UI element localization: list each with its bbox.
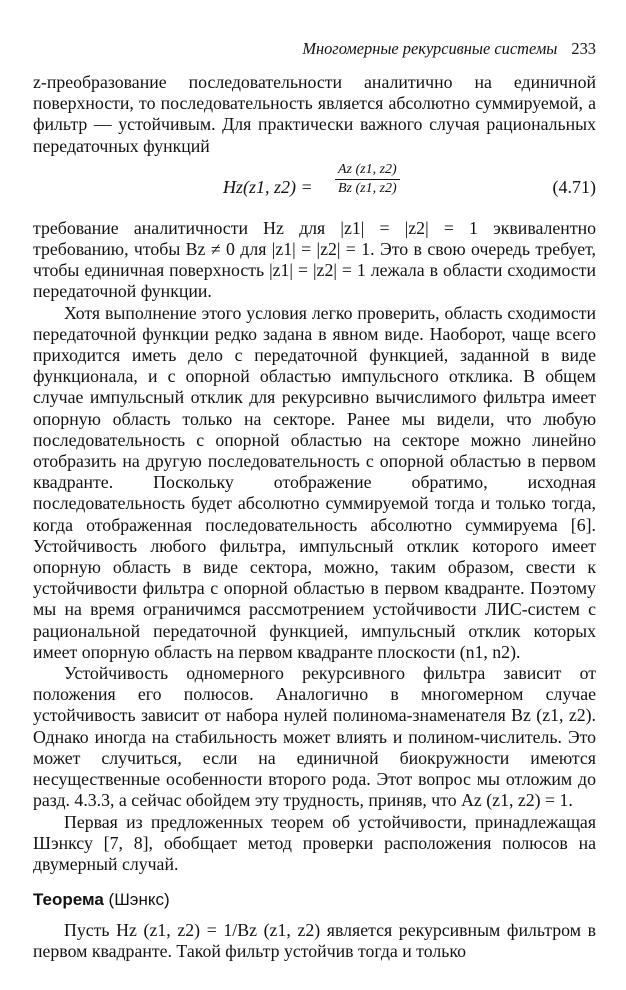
paragraph-shanks-intro: Первая из предложенных теорем об устойчивости, принадлежащая Шэнксу [7, 8], обобщает метод проверки расположения полюсов на двумерный случай. bbox=[33, 811, 596, 874]
formula-lhs: Hz(z1, z2) = bbox=[223, 176, 313, 197]
equation-4-71 bbox=[33, 160, 596, 218]
theorem-label: Теорема bbox=[33, 890, 104, 910]
page-number: 233 bbox=[571, 39, 596, 58]
paragraph-intro: z-преобразование последовательности аналитично на единичной поверхности, то последовательность является абсолютно суммируемой, а фильтр — устойчивым. Для практически важного случая рациональных передаточных функций bbox=[33, 72, 596, 156]
paragraph-poles: Устойчивость одномерного рекурсивного фильтра зависит от положения его полюсов. Аналогично в многомерном случае устойчивость зависит от набора нулей полинома-знаменателя Bz (z1, z2). Однако иногда на стабильность может влиять и полином-числитель. Это может случиться, если на единичной биокружности имеются несущественные особенности второго рода. Этот вопрос мы отложим до разд. 4.3.3, а сейчас обойдем эту трудность, приняв, что Az (z1, z2) = 1. bbox=[33, 663, 596, 811]
equation-number: (4.71) bbox=[552, 176, 596, 197]
formula-denominator: Bz (z1, z2) bbox=[335, 179, 400, 197]
body-text bbox=[33, 72, 596, 963]
formula-numerator: Az (z1, z2) bbox=[338, 161, 397, 177]
theorem-heading bbox=[33, 889, 596, 910]
theorem-author: (Шэнкс) bbox=[108, 890, 170, 910]
running-title: Многомерные рекурсивные системы bbox=[302, 39, 558, 58]
paragraph-theorem-statement: Пусть Hz (z1, z2) = 1/Bz (z1, z2) является рекурсивным фильтром в первом квадранте. Такой фильтр устойчив тогда и только bbox=[33, 920, 596, 962]
running-header bbox=[33, 38, 596, 60]
formula-fraction bbox=[335, 162, 400, 197]
paragraph-analyticity: требование аналитичности Hz для |z1| = |z2| = 1 эквивалентно требованию, чтобы Bz ≠ 0 для |z1| = |z2| = 1. Это в свою очередь требует, чтобы единичная поверхность |z1| = |z2| = 1 лежала в области сходимости передаточной функции. bbox=[33, 217, 596, 302]
paragraph-sector-mapping: Хотя выполнение этого условия легко проверить, область сходимости передаточной функции редко задана в явном виде. Наоборот, чаще всего приходится иметь дело с передаточной функцией, заданной в виде функционала, и с опорной областью импульсного отклика. В общем случае импульсный отклик для рекурсивно вычислимого фильтра имеет опорную область только на секторе. Ранее мы видели, что любую последовательность с опорной областью на секторе можно линейно отобразить на другую последовательность с опорной областью в первом квадранте. Поскольку отображение обратимо, исходная последовательность будет абсолютно суммируемой тогда и только тогда, когда отображенная последовательность абсолютно суммируема [6]. Устойчивость любого фильтра, импульсный отклик которого имеет опорную область в виде сектора, можно, таким образом, свести к устойчивости фильтра с опорной областью в первом квадранте. Поэтому мы на время ограничимся рассмотрением устойчивости ЛИС-систем с рациональной передаточной функцией, импульсный отклик которых имеет опорную область на первом квадранте плоскости (n1, n2). bbox=[33, 302, 596, 662]
